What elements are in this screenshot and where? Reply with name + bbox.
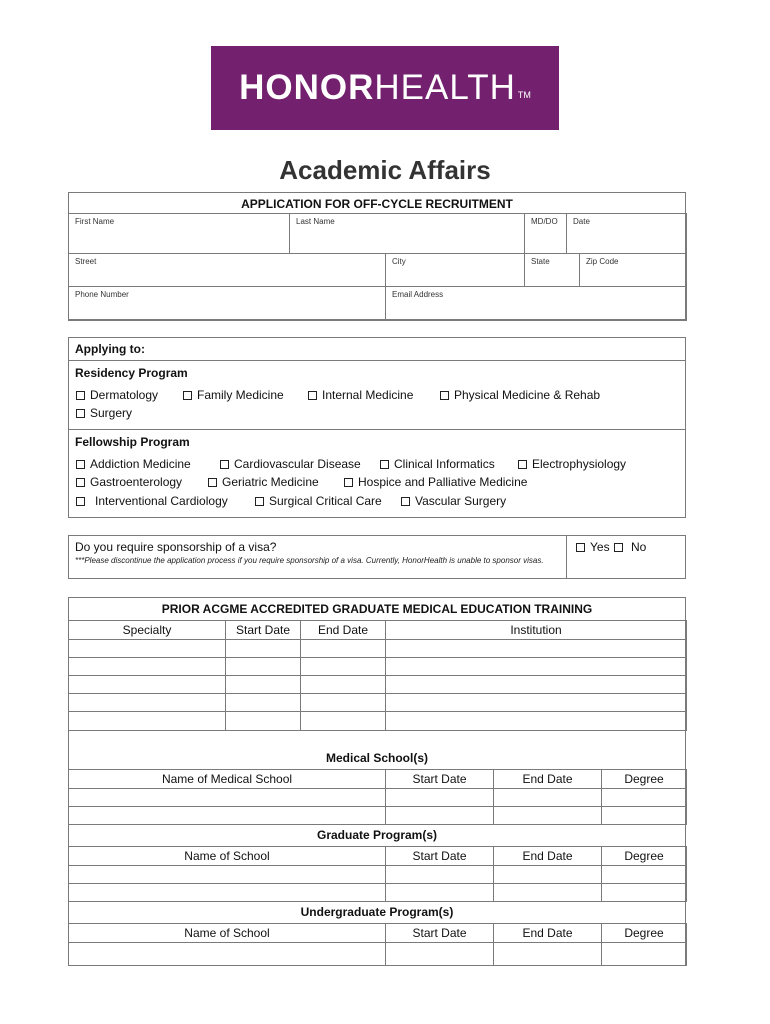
divider (69, 429, 685, 430)
date-label: Date (573, 217, 590, 226)
table-cell[interactable] (300, 693, 386, 712)
checkbox[interactable] (76, 391, 85, 400)
specialty-header: Specialty (68, 620, 226, 640)
table-cell[interactable] (493, 883, 602, 902)
table-cell[interactable] (68, 657, 226, 676)
table-cell[interactable] (300, 657, 386, 676)
application-box (68, 192, 686, 320)
table-cell[interactable] (385, 788, 494, 807)
undergraduate-program-title: Undergraduate Program(s) (300, 905, 454, 919)
city-field[interactable] (385, 253, 525, 287)
table-cell[interactable] (68, 788, 386, 807)
checkbox[interactable] (440, 391, 449, 400)
table-cell[interactable] (385, 942, 494, 966)
medical-end-date-header: End Date (493, 769, 602, 789)
checkbox[interactable] (183, 391, 192, 400)
logo-trademark: TM (517, 90, 531, 100)
table-cell[interactable] (68, 711, 226, 731)
email-address-field[interactable] (385, 286, 687, 321)
institution-header: Institution (385, 620, 687, 640)
fellowship-option-addiction-medicine[interactable]: Addiction Medicine (76, 457, 191, 471)
table-cell[interactable] (601, 865, 687, 884)
state-field[interactable] (524, 253, 580, 287)
table-cell[interactable] (68, 865, 386, 884)
table-cell[interactable] (385, 711, 687, 731)
fellowship-option-geriatric-medicine[interactable]: Geriatric Medicine (208, 475, 319, 489)
email-address-label: Email Address (392, 290, 444, 299)
end-date-header: End Date (300, 620, 386, 640)
md-do-field[interactable] (524, 213, 567, 254)
table-cell[interactable] (300, 675, 386, 694)
table-cell[interactable] (225, 693, 301, 712)
checkbox[interactable] (76, 478, 85, 487)
first-name-field[interactable] (68, 213, 290, 254)
training-box (68, 597, 686, 966)
table-cell[interactable] (601, 788, 687, 807)
md-do-label: MD/DO (531, 217, 558, 226)
logo-text-health: HEALTH (374, 68, 516, 107)
fellowship-option-interventional-cardiology[interactable]: Interventional Cardiology (76, 494, 228, 508)
checkbox[interactable] (76, 497, 85, 506)
applying-to-title: Applying to: (75, 342, 145, 356)
fellowship-option-cardiovascular-disease[interactable]: Cardiovascular Disease (220, 457, 361, 471)
table-cell[interactable] (385, 675, 687, 694)
table-cell[interactable] (68, 693, 226, 712)
table-cell[interactable] (385, 657, 687, 676)
table-cell[interactable] (385, 639, 687, 658)
checkbox[interactable] (308, 391, 317, 400)
table-cell[interactable] (493, 865, 602, 884)
table-cell[interactable] (601, 883, 687, 902)
table-cell[interactable] (68, 806, 386, 825)
visa-note: ***Please discontinue the application process if you require sponsorship of a visa. Currently, HonorHealth is unable to sponsor visas. (75, 556, 544, 565)
table-cell[interactable] (68, 883, 386, 902)
fellowship-program-title: Fellowship Program (75, 435, 190, 449)
zip-code-field[interactable] (579, 253, 687, 287)
table-cell[interactable] (601, 806, 687, 825)
table-cell[interactable] (385, 806, 494, 825)
street-label: Street (75, 257, 97, 266)
table-cell[interactable] (68, 675, 226, 694)
table-cell[interactable] (493, 942, 602, 966)
undergrad-degree-header: Degree (601, 923, 687, 943)
fellowship-option-gastroenterology[interactable]: Gastroenterology (76, 475, 182, 489)
honorhealth-logo (211, 46, 559, 130)
fellowship-option-surgical-critical-care[interactable]: Surgical Critical Care (255, 494, 382, 508)
checkbox[interactable] (76, 460, 85, 469)
divider (566, 536, 567, 578)
fellowship-option-electrophysiology[interactable]: Electrophysiology (518, 457, 626, 471)
start-date-header: Start Date (225, 620, 301, 640)
visa-question: Do you require sponsorship of a visa? (75, 540, 277, 554)
table-cell[interactable] (225, 639, 301, 658)
application-title: APPLICATION FOR OFF-CYCLE RECRUITMENT (241, 197, 513, 211)
table-cell[interactable] (493, 788, 602, 807)
graduate-start-date-header: Start Date (385, 846, 494, 866)
last-name-field[interactable] (289, 213, 525, 254)
residency-option-dermatology[interactable]: Dermatology (76, 388, 158, 402)
table-cell[interactable] (225, 675, 301, 694)
table-cell[interactable] (300, 639, 386, 658)
checkbox[interactable] (220, 460, 229, 469)
table-cell[interactable] (300, 711, 386, 731)
residency-option-surgery[interactable]: Surgery (76, 406, 132, 420)
checkbox[interactable] (401, 497, 410, 506)
checkbox[interactable] (518, 460, 527, 469)
checkbox[interactable] (380, 460, 389, 469)
table-cell[interactable] (601, 942, 687, 966)
checkbox[interactable] (614, 543, 623, 552)
medical-school-name-header: Name of Medical School (68, 769, 386, 789)
checkbox[interactable] (76, 409, 85, 418)
logo-text-honor: HONOR (239, 68, 375, 107)
phone-number-label: Phone Number (75, 290, 129, 299)
table-cell[interactable] (493, 806, 602, 825)
divider (69, 360, 685, 361)
page-heading: Academic Affairs (279, 155, 491, 185)
table-cell[interactable] (68, 639, 226, 658)
table-cell[interactable] (385, 865, 494, 884)
checkbox[interactable] (576, 543, 585, 552)
medical-start-date-header: Start Date (385, 769, 494, 789)
street-field[interactable] (68, 253, 386, 287)
visa-option-no[interactable]: No (614, 540, 646, 554)
table-cell[interactable] (225, 711, 301, 731)
date-field[interactable] (566, 213, 687, 254)
state-label: State (531, 257, 550, 266)
undergrad-end-date-header: End Date (493, 923, 602, 943)
residency-program-title: Residency Program (75, 366, 188, 380)
table-cell[interactable] (225, 657, 301, 676)
medical-school-title: Medical School(s) (325, 751, 429, 765)
graduate-degree-header: Degree (601, 846, 687, 866)
checkbox[interactable] (344, 478, 353, 487)
city-label: City (392, 257, 406, 266)
visa-box (68, 535, 686, 579)
residency-option-physical-medicine[interactable]: Physical Medicine & Rehab (440, 388, 600, 402)
graduate-end-date-header: End Date (493, 846, 602, 866)
last-name-label: Last Name (296, 217, 335, 226)
undergrad-start-date-header: Start Date (385, 923, 494, 943)
undergrad-school-name-header: Name of School (68, 923, 386, 943)
applying-to-box (68, 337, 686, 518)
fellowship-option-hospice-palliative[interactable]: Hospice and Palliative Medicine (344, 475, 527, 489)
graduate-school-name-header: Name of School (68, 846, 386, 866)
zip-code-label: Zip Code (586, 257, 619, 266)
table-cell[interactable] (385, 693, 687, 712)
visa-option-yes[interactable]: Yes (576, 540, 610, 554)
table-cell[interactable] (385, 883, 494, 902)
residency-option-internal-medicine[interactable]: Internal Medicine (308, 388, 413, 402)
phone-number-field[interactable] (68, 286, 386, 321)
checkbox[interactable] (208, 478, 217, 487)
fellowship-option-clinical-informatics[interactable]: Clinical Informatics (380, 457, 495, 471)
graduate-program-title: Graduate Program(s) (316, 828, 438, 842)
training-title: PRIOR ACGME ACCREDITED GRADUATE MEDICAL EDUCATION TRAINING (161, 602, 593, 616)
checkbox[interactable] (255, 497, 264, 506)
first-name-label: First Name (75, 217, 115, 226)
residency-option-family-medicine[interactable]: Family Medicine (183, 388, 284, 402)
table-cell[interactable] (68, 942, 386, 966)
medical-degree-header: Degree (601, 769, 687, 789)
fellowship-option-vascular-surgery[interactable]: Vascular Surgery (401, 494, 506, 508)
